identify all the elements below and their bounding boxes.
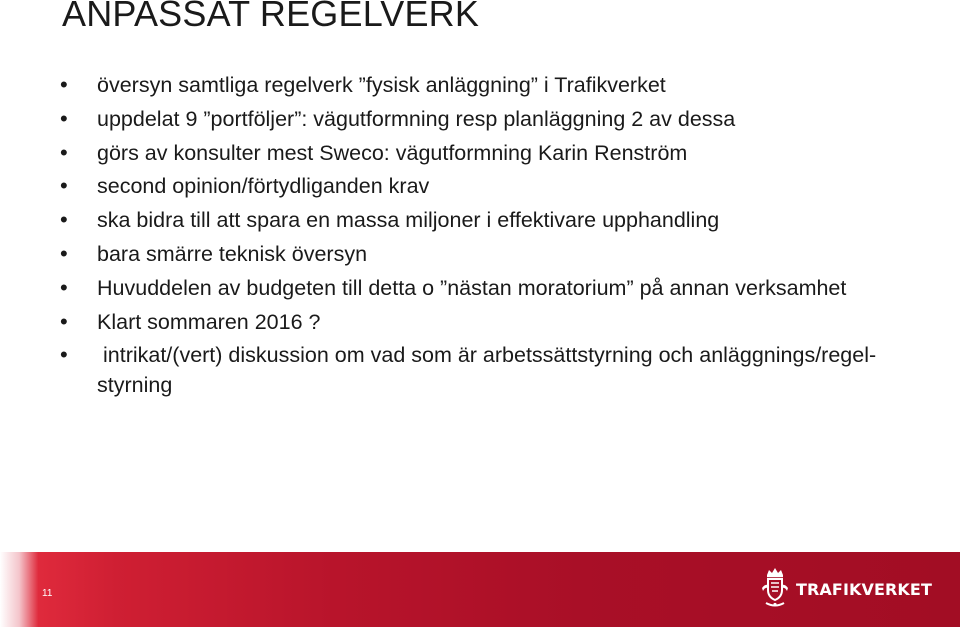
bullet-item <box>60 205 920 235</box>
bullet-marker: • <box>60 342 68 368</box>
logo-text: TRAFIKVERKET <box>796 580 932 599</box>
bullet-item <box>60 340 920 400</box>
bullet-marker: • <box>60 105 68 131</box>
bullet-item <box>60 70 920 100</box>
bullet-item <box>60 138 920 168</box>
bullet-marker: • <box>60 207 68 233</box>
bullet-marker: • <box>60 173 68 199</box>
bullet-text: second opinion/förtydliganden krav <box>97 174 430 199</box>
page-number: 11 <box>42 588 53 599</box>
bullet-text: uppdelat 9 ”portföljer”: vägutformning resp planläggning 2 av dessa <box>97 106 736 131</box>
bullet-text: ska bidra till att spara en massa miljoner i effektivare upphandling <box>97 208 720 233</box>
crown-emblem-icon <box>760 566 790 610</box>
bullet-marker: • <box>60 72 68 97</box>
bullet-text: Huvuddelen av budgeten till detta o ”nästan moratorium” på annan verksamhet <box>97 275 847 300</box>
footer-bar <box>0 552 960 627</box>
bullet-marker: • <box>60 308 68 334</box>
bullet-marker: • <box>60 274 68 300</box>
bullet-text: översyn samtliga regelverk ”fysisk anläggning” i Trafikverket <box>97 73 666 97</box>
bullet-marker: • <box>60 139 68 165</box>
bullet-item <box>60 273 920 303</box>
bullet-text: görs av konsulter mest Sweco: vägutformning Karin Renström <box>97 140 688 165</box>
bullet-text: intrikat/(vert) diskussion om vad som är arbetssättstyrning och anläggnings/regel-styrning <box>97 343 877 398</box>
bullet-item <box>60 307 920 337</box>
bullet-text: Klart sommaren 2016 ? <box>97 309 321 334</box>
bullet-text: bara smärre teknisk översyn <box>97 241 368 266</box>
bullet-item <box>60 239 920 269</box>
bullet-item <box>60 171 920 201</box>
slide-title: ANPASSAT REGELVERK <box>62 0 480 34</box>
bullet-list <box>60 70 920 404</box>
trafikverket-logo <box>760 566 940 610</box>
bullet-marker: • <box>60 240 68 266</box>
bullet-item <box>60 104 920 134</box>
